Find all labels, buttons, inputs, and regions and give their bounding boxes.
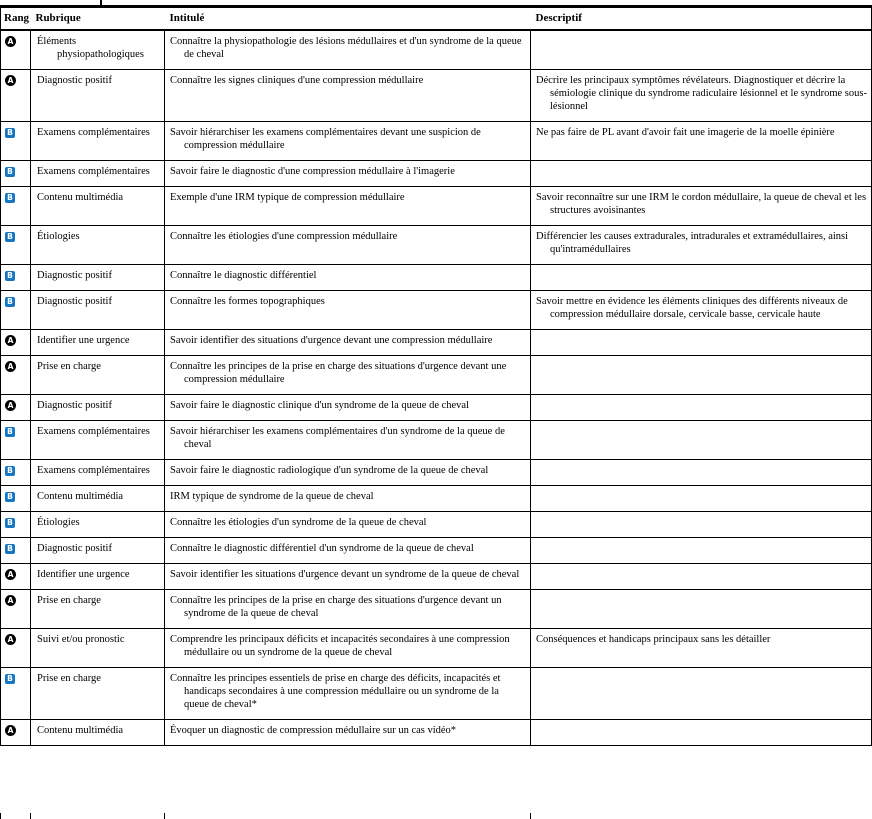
cutoff-border-stub xyxy=(0,813,1,819)
rang-a-badge-icon: A xyxy=(5,75,16,86)
rubrique-cell: Éléments physiopathologiques xyxy=(31,30,165,70)
rubrique-cell: Diagnostic positif xyxy=(31,395,165,421)
intitule-cell: Connaître le diagnostic différentiel xyxy=(165,265,531,291)
table-row xyxy=(1,395,872,421)
header-rang: Rang xyxy=(1,7,31,31)
header-intitule: Intitulé xyxy=(165,7,531,31)
table-row xyxy=(1,265,872,291)
rang-a-badge-icon: A xyxy=(5,36,16,47)
rang-b-badge-icon: B xyxy=(5,466,15,476)
rang-b-badge-icon: B xyxy=(5,544,15,554)
rubrique-cell: Diagnostic positif xyxy=(31,291,165,330)
rang-cell xyxy=(1,356,31,395)
descriptif-cell xyxy=(531,421,872,460)
intitule-cell: Connaître les signes cliniques d'une compression médullaire xyxy=(165,70,531,122)
rubrique-cell: Contenu multimédia xyxy=(31,720,165,746)
header-row xyxy=(1,7,872,31)
table-row xyxy=(1,668,872,720)
table-row xyxy=(1,590,872,629)
rang-cell xyxy=(1,291,31,330)
knowledge-items-table xyxy=(0,5,872,746)
rubrique-cell: Examens complémentaires xyxy=(31,421,165,460)
intitule-cell: Connaître les principes essentiels de prise en charge des déficits, incapacités et handicaps secondaires à une compression médullaire ou un syndrome de la queue de cheval* xyxy=(165,668,531,720)
descriptif-cell xyxy=(531,265,872,291)
intitule-cell: Exemple d'une IRM typique de compression médullaire xyxy=(165,187,531,226)
intitule-cell: Connaître les formes topographiques xyxy=(165,291,531,330)
rubrique-cell: Contenu multimédia xyxy=(31,486,165,512)
descriptif-cell: Décrire les principaux symptômes révélateurs. Diagnostiquer et décrire la sémiologie clinique du syndrome radiculaire lésionnel et le syndrome sous-lésionnel xyxy=(531,70,872,122)
rubrique-cell: Prise en charge xyxy=(31,590,165,629)
descriptif-cell xyxy=(531,590,872,629)
table-row xyxy=(1,70,872,122)
rubrique-cell: Examens complémentaires xyxy=(31,122,165,161)
rang-cell xyxy=(1,460,31,486)
intitule-cell: Connaître les principes de la prise en charge des situations d'urgence devant un syndrome de la queue de cheval xyxy=(165,590,531,629)
rang-cell xyxy=(1,122,31,161)
descriptif-cell: Savoir reconnaître sur une IRM le cordon médullaire, la queue de cheval et les structures avoisinantes xyxy=(531,187,872,226)
descriptif-cell xyxy=(531,668,872,720)
rang-cell xyxy=(1,590,31,629)
intitule-cell: Connaître les étiologies d'un syndrome de la queue de cheval xyxy=(165,512,531,538)
rang-cell xyxy=(1,486,31,512)
descriptif-cell: Savoir mettre en évidence les éléments cliniques des différents niveaux de compression médullaire dorsale, cervicale basse, cervicale haute xyxy=(531,291,872,330)
rubrique-cell: Identifier une urgence xyxy=(31,330,165,356)
table-row xyxy=(1,330,872,356)
intitule-cell: Savoir hiérarchiser les examens complémentaires d'un syndrome de la queue de cheval xyxy=(165,421,531,460)
rang-cell xyxy=(1,330,31,356)
intitule-cell: IRM typique de syndrome de la queue de cheval xyxy=(165,486,531,512)
rubrique-cell: Diagnostic positif xyxy=(31,70,165,122)
rang-b-badge-icon: B xyxy=(5,674,15,684)
rang-b-badge-icon: B xyxy=(5,167,15,177)
rang-cell xyxy=(1,668,31,720)
intitule-cell: Comprendre les principaux déficits et incapacités secondaires à une compression médullaire ou un syndrome de la queue de cheval xyxy=(165,629,531,668)
rubrique-cell: Suivi et/ou pronostic xyxy=(31,629,165,668)
table-row xyxy=(1,720,872,746)
cutoff-border-stub xyxy=(164,813,165,819)
table-row xyxy=(1,486,872,512)
cutoff-border-stub xyxy=(30,813,31,819)
descriptif-cell: Conséquences et handicaps principaux sans les détailler xyxy=(531,629,872,668)
table-row xyxy=(1,564,872,590)
rang-a-badge-icon: A xyxy=(5,361,16,372)
rang-cell xyxy=(1,70,31,122)
rubrique-cell: Diagnostic positif xyxy=(31,538,165,564)
intitule-cell: Évoquer un diagnostic de compression médullaire sur un cas vidéo* xyxy=(165,720,531,746)
descriptif-cell xyxy=(531,161,872,187)
descriptif-cell xyxy=(531,395,872,421)
intitule-cell: Savoir identifier les situations d'urgence devant un syndrome de la queue de cheval xyxy=(165,564,531,590)
descriptif-cell xyxy=(531,538,872,564)
table-row xyxy=(1,30,872,70)
intitule-cell: Connaître les étiologies d'une compression médullaire xyxy=(165,226,531,265)
intitule-cell: Connaître le diagnostic différentiel d'un syndrome de la queue de cheval xyxy=(165,538,531,564)
rubrique-cell: Diagnostic positif xyxy=(31,265,165,291)
rang-a-badge-icon: A xyxy=(5,400,16,411)
table-row xyxy=(1,538,872,564)
rubrique-cell: Contenu multimédia xyxy=(31,187,165,226)
header-descriptif: Descriptif xyxy=(531,7,872,31)
rubrique-cell: Prise en charge xyxy=(31,668,165,720)
rubrique-cell: Prise en charge xyxy=(31,356,165,395)
rang-b-badge-icon: B xyxy=(5,427,15,437)
rang-b-badge-icon: B xyxy=(5,492,15,502)
table-row xyxy=(1,226,872,265)
table-row xyxy=(1,460,872,486)
intitule-cell: Savoir identifier des situations d'urgence devant une compression médullaire xyxy=(165,330,531,356)
table-header xyxy=(1,7,872,31)
descriptif-cell: Ne pas faire de PL avant d'avoir fait une imagerie de la moelle épinière xyxy=(531,122,872,161)
descriptif-cell xyxy=(531,356,872,395)
table-row xyxy=(1,161,872,187)
cutoff-border-stub xyxy=(530,813,531,819)
rubrique-cell: Examens complémentaires xyxy=(31,460,165,486)
rubrique-cell: Identifier une urgence xyxy=(31,564,165,590)
descriptif-cell xyxy=(531,330,872,356)
rang-a-badge-icon: A xyxy=(5,335,16,346)
rang-b-badge-icon: B xyxy=(5,297,15,307)
descriptif-cell xyxy=(531,486,872,512)
descriptif-cell: Différencier les causes extradurales, intradurales et extramédullaires, ainsi qu'intramédullaires xyxy=(531,226,872,265)
intitule-cell: Connaître la physiopathologie des lésions médullaires et d'un syndrome de la queue de cheval xyxy=(165,30,531,70)
rang-cell xyxy=(1,538,31,564)
intitule-cell: Savoir faire le diagnostic radiologique d'un syndrome de la queue de cheval xyxy=(165,460,531,486)
table-row xyxy=(1,187,872,226)
table-row xyxy=(1,291,872,330)
table-row xyxy=(1,629,872,668)
rang-cell xyxy=(1,187,31,226)
rang-b-badge-icon: B xyxy=(5,518,15,528)
rubrique-cell: Étiologies xyxy=(31,226,165,265)
rang-a-badge-icon: A xyxy=(5,634,16,645)
rang-cell xyxy=(1,564,31,590)
rang-cell xyxy=(1,161,31,187)
intitule-cell: Savoir faire le diagnostic clinique d'un syndrome de la queue de cheval xyxy=(165,395,531,421)
rang-cell xyxy=(1,265,31,291)
header-rubrique: Rubrique xyxy=(31,7,165,31)
rang-a-badge-icon: A xyxy=(5,569,16,580)
rubrique-cell: Étiologies xyxy=(31,512,165,538)
intitule-cell: Savoir faire le diagnostic d'une compression médullaire à l'imagerie xyxy=(165,161,531,187)
rang-cell xyxy=(1,421,31,460)
intitule-cell: Connaître les principes de la prise en charge des situations d'urgence devant une compression médullaire xyxy=(165,356,531,395)
rang-cell xyxy=(1,720,31,746)
rubrique-cell: Examens complémentaires xyxy=(31,161,165,187)
rang-b-badge-icon: B xyxy=(5,128,15,138)
table-body xyxy=(1,30,872,746)
rang-b-badge-icon: B xyxy=(5,193,15,203)
table-row xyxy=(1,356,872,395)
descriptif-cell xyxy=(531,564,872,590)
rang-cell xyxy=(1,30,31,70)
table-row xyxy=(1,512,872,538)
rang-cell xyxy=(1,512,31,538)
table-row xyxy=(1,122,872,161)
descriptif-cell xyxy=(531,720,872,746)
descriptif-cell xyxy=(531,512,872,538)
intitule-cell: Savoir hiérarchiser les examens complémentaires devant une suspicion de compression médullaire xyxy=(165,122,531,161)
descriptif-cell xyxy=(531,460,872,486)
table-row xyxy=(1,421,872,460)
rang-a-badge-icon: A xyxy=(5,595,16,606)
rang-a-badge-icon: A xyxy=(5,725,16,736)
rang-cell xyxy=(1,226,31,265)
rang-cell xyxy=(1,629,31,668)
rang-b-badge-icon: B xyxy=(5,271,15,281)
rang-cell xyxy=(1,395,31,421)
descriptif-cell xyxy=(531,30,872,70)
rang-b-badge-icon: B xyxy=(5,232,15,242)
